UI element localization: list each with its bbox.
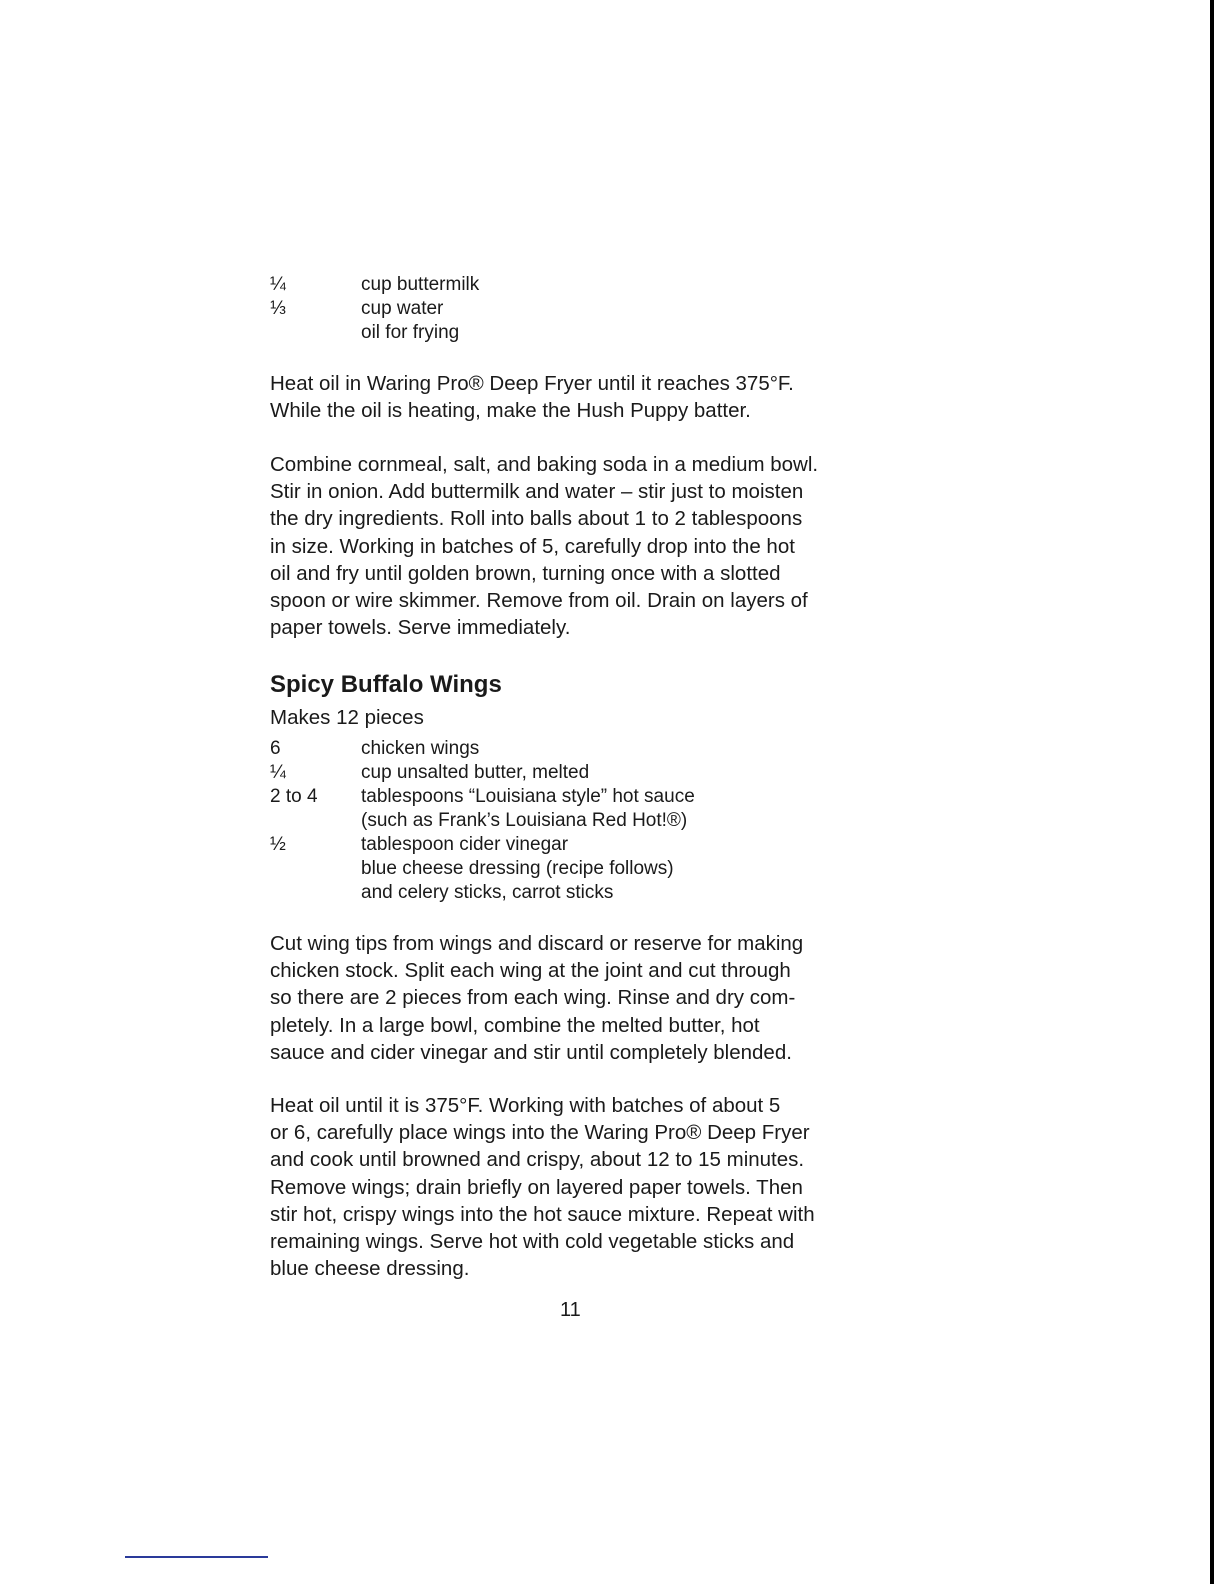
text-line: remaining wings. Serve hot with cold vegetable sticks and [270, 1230, 795, 1254]
text-line: the dry ingredients. Roll into balls about 1 to 2 tablespoons [270, 507, 803, 531]
text-line: pletely. In a large bowl, combine the melted butter, hot [270, 1013, 760, 1037]
ingredient-item: blue cheese dressing (recipe follows) [361, 858, 674, 879]
text-line: chicken stock. Split each wing at the joint and cut through [270, 959, 791, 983]
hush-puppy-step-heat-oil [270, 370, 910, 424]
ingredient-qty: 2 to 4 [270, 786, 318, 807]
text-line: or 6, carefully place wings into the Waring Pro® Deep Fryer [270, 1121, 810, 1145]
ingredient-item: tablespoon cider vinegar [361, 834, 569, 855]
ingredient-qty: ⅓ [270, 298, 286, 319]
ingredient-item: cup buttermilk [361, 274, 480, 295]
ingredient-qty: 6 [270, 738, 281, 759]
ingredient-item: tablespoons “Louisiana style” hot sauce [361, 786, 695, 807]
text-line: Combine cornmeal, salt, and baking soda in a medium bowl. [270, 453, 819, 476]
hush-puppy-step-batter [270, 451, 910, 641]
recipe-yield: Makes 12 pieces [270, 706, 424, 729]
ingredient-qty: ¼ [270, 274, 286, 295]
ingredient-row [270, 273, 870, 297]
ingredient-row [270, 297, 870, 321]
ingredient-row [270, 737, 870, 761]
hush-puppy-ingredients-continued [270, 273, 870, 345]
ingredient-item: (such as Frank’s Louisiana Red Hot!®) [361, 810, 688, 831]
ingredient-row [270, 785, 870, 809]
ingredient-item: cup water [361, 298, 444, 319]
wings-ingredients [270, 737, 870, 905]
ingredient-item: cup unsalted butter, melted [361, 762, 590, 783]
text-line: spoon or wire skimmer. Remove from oil. Drain on layers of [270, 589, 808, 613]
text-line: Heat oil in Waring Pro® Deep Fryer until it reaches 375°F. [270, 372, 794, 395]
recipe-title: Spicy Buffalo Wings [270, 671, 502, 698]
ingredient-item: and celery sticks, carrot sticks [361, 882, 614, 903]
text-line: in size. Working in batches of 5, carefully drop into the hot [270, 534, 795, 558]
text-line: paper towels. Serve immediately. [270, 616, 571, 640]
ingredient-row [270, 809, 870, 833]
ingredient-row [270, 881, 870, 905]
text-line: so there are 2 pieces from each wing. Rinse and dry com- [270, 986, 796, 1010]
ingredient-row [270, 321, 870, 345]
text-line: Cut wing tips from wings and discard or reserve for making [270, 932, 804, 955]
wings-step-prep [270, 930, 910, 1066]
wings-step-fry [270, 1092, 910, 1282]
page-edge-border [1210, 0, 1214, 1584]
ingredient-row [270, 761, 870, 785]
bottom-rule-line [125, 1556, 268, 1558]
text-line: blue cheese dressing. [270, 1257, 470, 1281]
ingredient-row [270, 833, 870, 857]
text-line: Remove wings; drain briefly on layered paper towels. Then [270, 1175, 803, 1199]
ingredient-qty: ½ [270, 834, 286, 855]
text-line: and cook until browned and crispy, about 12 to 15 minutes. [270, 1148, 805, 1172]
text-line: Heat oil until it is 375°F. Working with batches of about 5 [270, 1094, 781, 1117]
text-line: stir hot, crispy wings into the hot sauce mixture. Repeat with [270, 1202, 815, 1226]
ingredient-item: chicken wings [361, 738, 480, 759]
text-line: sauce and cider vinegar and stir until completely blended. [270, 1040, 792, 1064]
ingredient-item: oil for frying [361, 322, 460, 343]
ingredient-row [270, 857, 870, 881]
page-number: 11 [560, 1299, 581, 1321]
ingredient-qty: ¼ [270, 762, 286, 783]
text-line: While the oil is heating, make the Hush Puppy batter. [270, 399, 751, 423]
text-line: oil and fry until golden brown, turning once with a slotted [270, 561, 781, 585]
text-line: Stir in onion. Add buttermilk and water – stir just to moisten [270, 480, 804, 504]
